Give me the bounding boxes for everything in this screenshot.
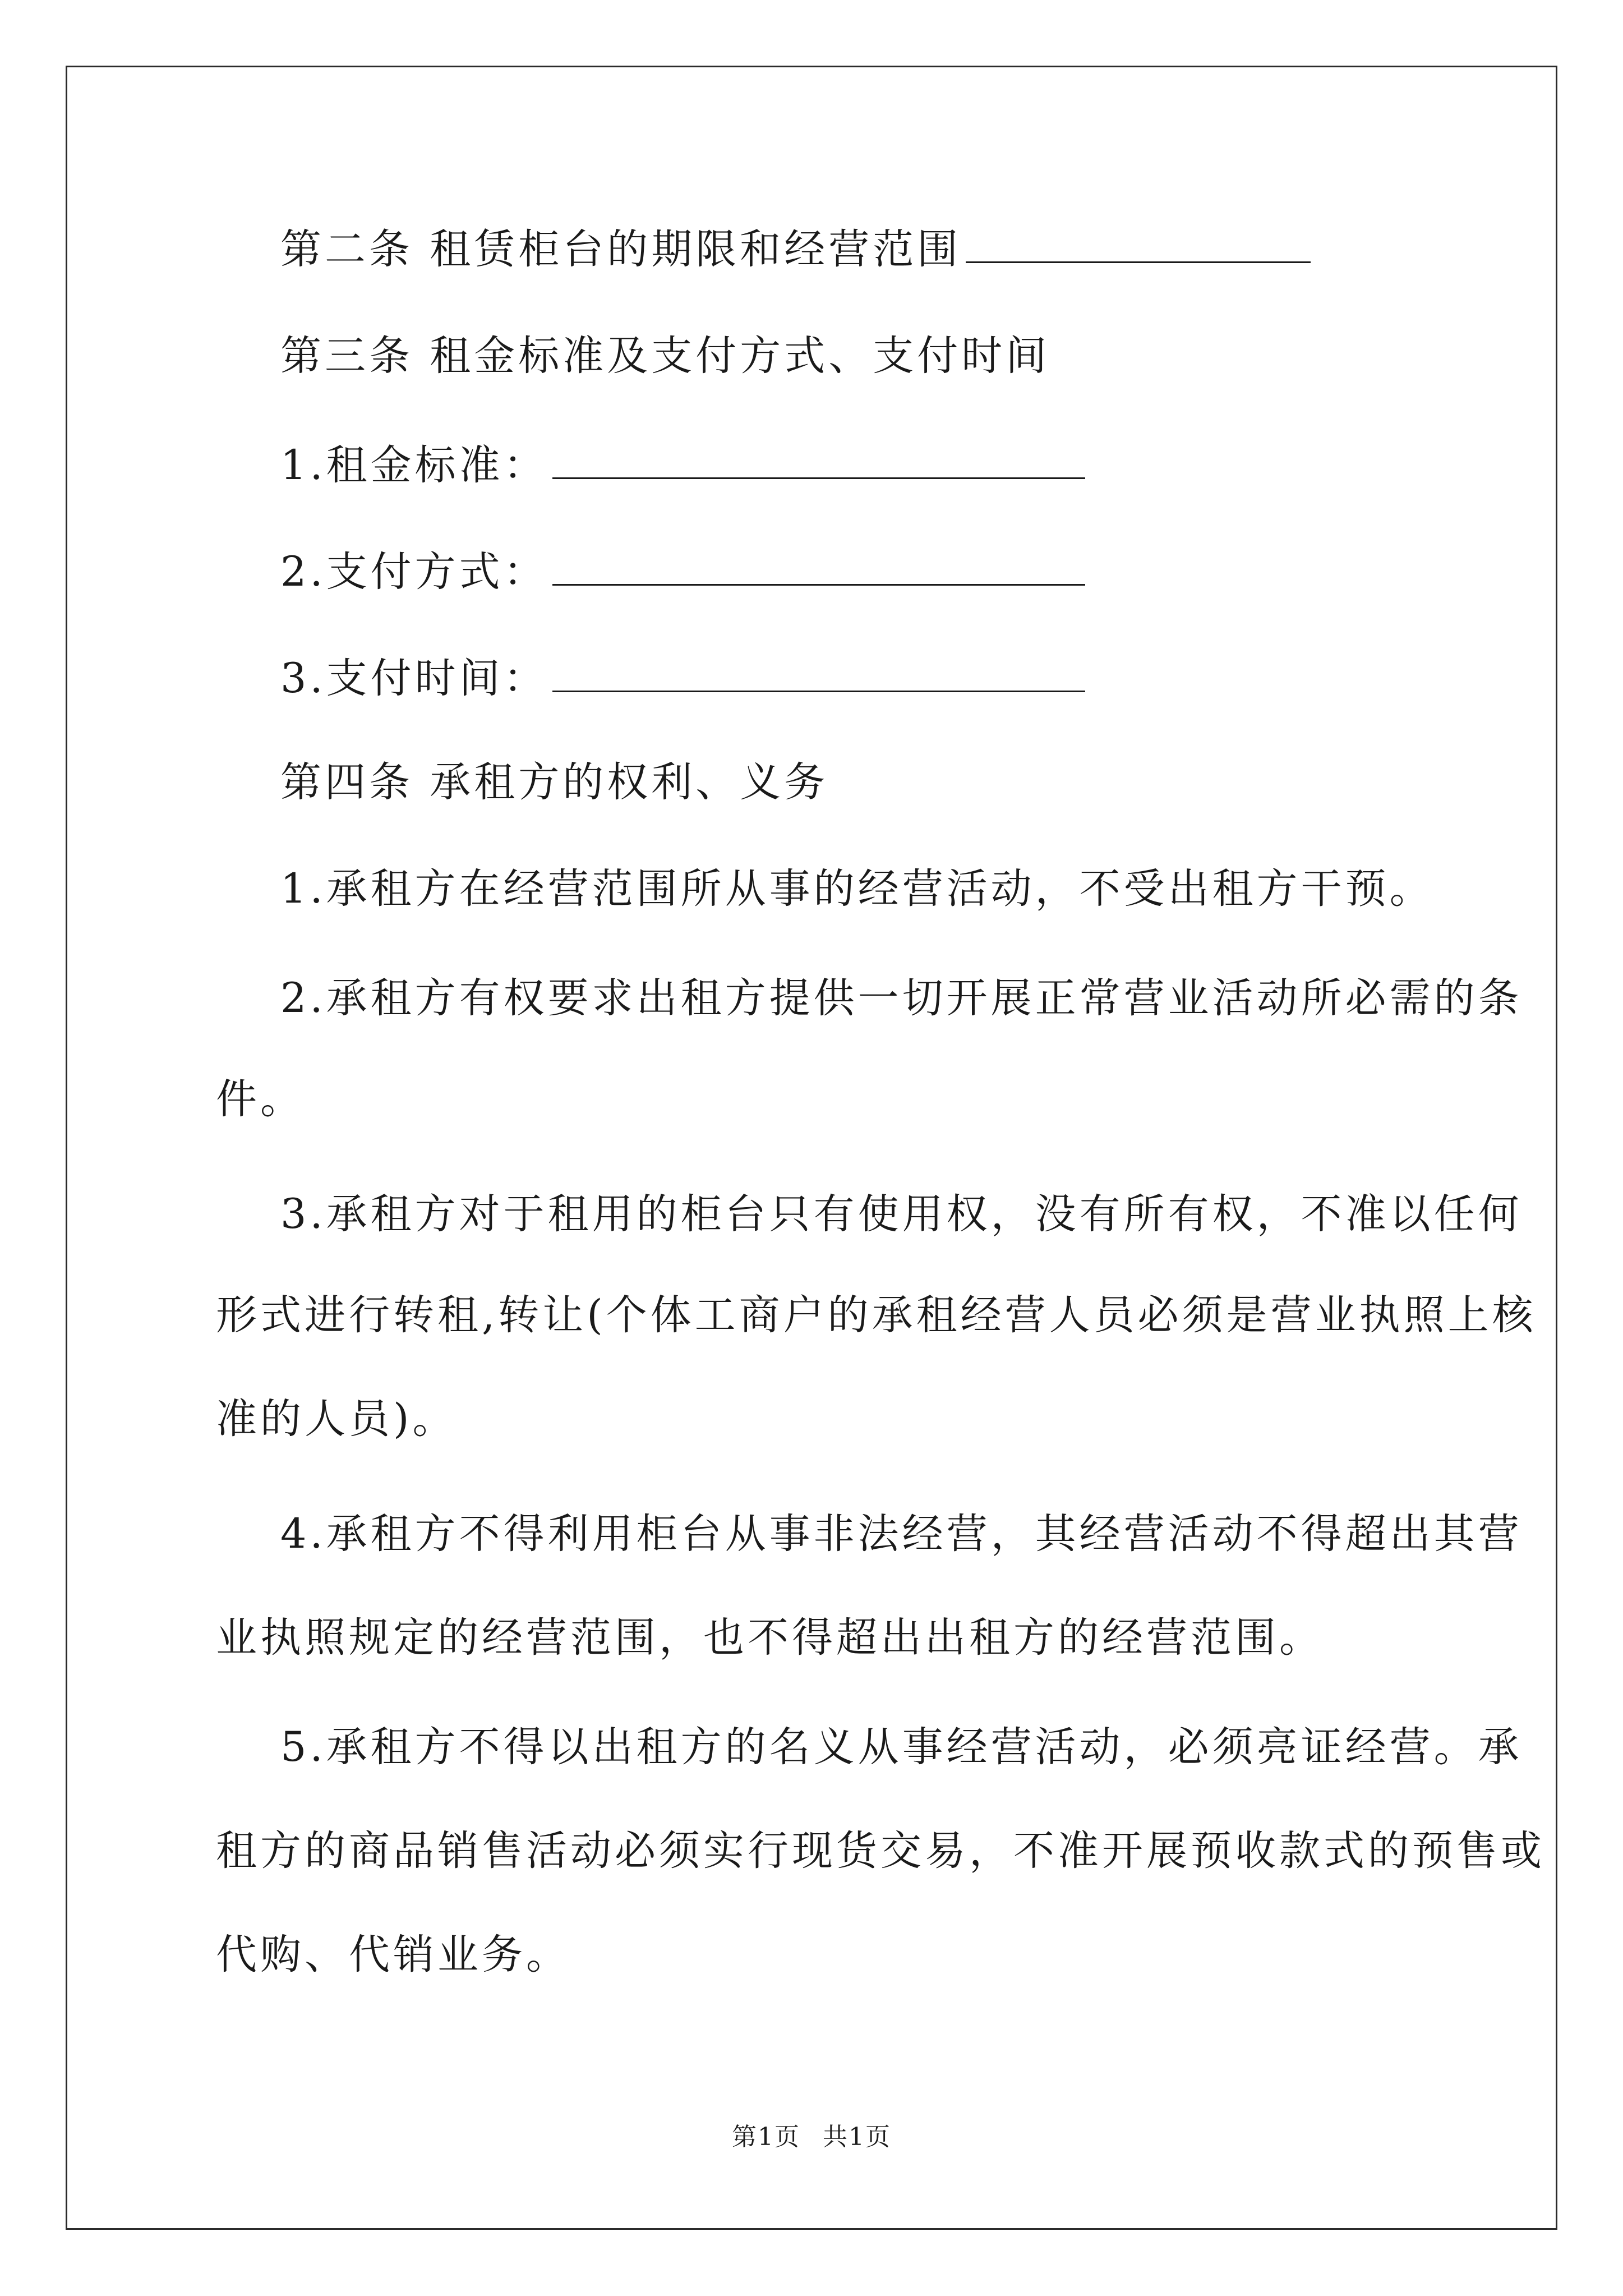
- article-2-line: [280, 222, 1311, 278]
- payment-method-label: 2.支付方式：: [280, 548, 548, 596]
- article-2-text: 第二条 租赁柜台的期限和经营范围: [280, 226, 962, 273]
- page-frame: [66, 66, 1557, 2230]
- clause-3-line-2: 形式进行转租,转让(个体工商户的承租经营人员必须是营业执照上核: [216, 1291, 1537, 1339]
- clause-5-line-2: 租方的商品销售活动必须实行现货交易，不准开展预收款式的预售或: [216, 1827, 1545, 1875]
- article-4-heading: 第四条 承租方的权利、义务: [280, 758, 829, 806]
- page-number: 第1页: [732, 2123, 800, 2151]
- clause-2-line-1: 2.承租方有权要求出租方提供一切开展正常营业活动所必需的条: [280, 974, 1523, 1022]
- payment-time-label: 3.支付时间：: [280, 655, 548, 702]
- clause-1-line-1: 1.承租方在经营范围所从事的经营活动，不受出租方干预。: [280, 865, 1434, 913]
- clause-3-line-3: 准的人员)。: [216, 1395, 457, 1443]
- payment-time-line: [280, 651, 1085, 707]
- payment-time-blank[interactable]: [552, 652, 1085, 692]
- clause-3-line-1: 3.承租方对于租用的柜台只有使用权，没有所有权，不准以任何: [280, 1190, 1523, 1238]
- article-3-heading: 第三条 租金标准及支付方式、支付时间: [280, 332, 1050, 380]
- rent-standard-line: [280, 438, 1085, 494]
- clause-4-line-2: 业执照规定的经营范围，也不得超出出租方的经营范围。: [216, 1614, 1324, 1662]
- payment-method-blank[interactable]: [552, 546, 1085, 586]
- page-footer: [0, 2120, 1623, 2154]
- rent-standard-label: 1.租金标准：: [280, 441, 548, 489]
- article-2-blank[interactable]: [966, 223, 1311, 263]
- rent-standard-blank[interactable]: [552, 439, 1085, 479]
- clause-4-line-1: 4.承租方不得利用柜台从事非法经营，其经营活动不得超出其营: [280, 1510, 1523, 1558]
- page-total: 共1页: [823, 2123, 891, 2151]
- payment-method-line: [280, 544, 1085, 600]
- clause-2-line-2: 件。: [216, 1075, 305, 1123]
- clause-5-line-3: 代购、代销业务。: [216, 1931, 570, 1978]
- clause-5-line-1: 5.承租方不得以出租方的名义从事经营活动，必须亮证经营。承: [280, 1723, 1523, 1771]
